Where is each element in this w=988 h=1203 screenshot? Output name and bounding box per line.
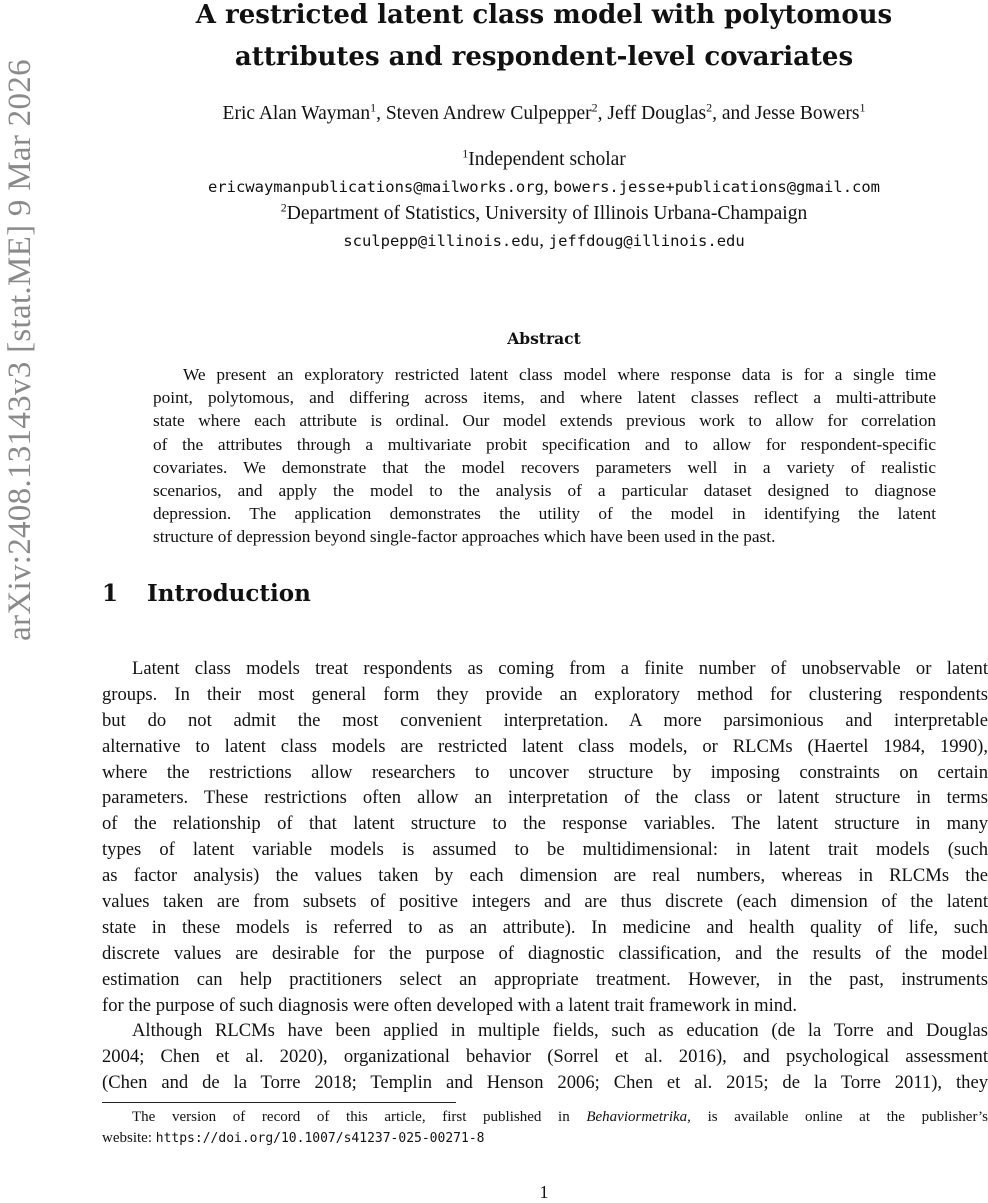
body-line: (Chen and de la Torre 2018; Templin and Henson 2006; Chen et al. 2015; de la Torre 2011), they xyxy=(102,1072,988,1094)
footnote-rule xyxy=(102,1102,456,1103)
body-line: but do not admit the most convenient interpretation. A more parsimonious and interpretable xyxy=(102,709,988,731)
author-affiliation-mark: 2 xyxy=(706,100,713,115)
abstract-line: covariates. We demonstrate that the model recovers parameters well in a variety of realistic xyxy=(153,457,936,477)
author-name: Steven Andrew Culpepper xyxy=(385,103,592,124)
author-separator: , xyxy=(376,103,386,124)
email-link[interactable]: bowers.jesse+publications@gmail.com xyxy=(553,178,881,196)
affiliation-2 xyxy=(100,201,988,227)
body-line: alternative to latent class models are restricted latent class models, or RLCMs (Haertel 1984, 1990), xyxy=(102,735,988,757)
abstract-line: scenarios, and apply the model to the analysis of a particular dataset designed to diagnose xyxy=(153,480,936,500)
affiliation-1-emails: ericwaymanpublications@mailworks.org, bowers.jesse+publications@gmail.com xyxy=(207,176,881,197)
author-separator: , and xyxy=(712,103,755,124)
body-line: for the purpose of such diagnosis were often developed with a latent trait framework in mind. xyxy=(102,994,797,1016)
abstract-line: structure of depression beyond single-factor approaches which have been used in the past. xyxy=(153,527,776,547)
abstract-line: point, polytomous, and differing across items, and where latent classes reflect a multi-attribute xyxy=(153,388,936,408)
paper-title xyxy=(100,0,988,78)
footnote-text: website: xyxy=(102,1130,156,1146)
abstract-line: We present an exploratory restricted latent class model where response data is for a single time xyxy=(183,365,936,384)
footnote-text: The version of record of this article, first published in xyxy=(132,1109,587,1125)
abstract-line: of the attributes through a multivariate probit specification and to allow for respondent-specific xyxy=(153,434,936,454)
email-link[interactable]: ericwaymanpublications@mailworks.org xyxy=(207,178,544,196)
footnote-text: , is available online at the publisher’s xyxy=(687,1109,988,1125)
author-affiliation-mark: 2 xyxy=(591,100,598,115)
section-title: Introduction xyxy=(147,580,311,607)
abstract-line: depression. The application demonstrates the utility of the model in identifying the latent xyxy=(153,504,936,524)
body-line: of the relationship of that latent structure to the response variables. The latent structure in many xyxy=(102,813,988,835)
affiliation-mark: 2 xyxy=(280,200,287,215)
author-separator: , xyxy=(597,103,608,124)
journal-name: Behaviormetrika xyxy=(586,1109,688,1125)
author-name: Jeff Douglas xyxy=(607,103,707,124)
section-heading xyxy=(102,578,311,610)
abstract-heading: Abstract xyxy=(507,329,581,348)
abstract-line: state where each attribute is ordinal. Our model extends previous work to allow for correlation xyxy=(153,411,936,431)
body-line: Although RLCMs have been applied in multiple fields, such as education (de la Torre and Douglas xyxy=(132,1020,988,1042)
author-affiliation-mark: 1 xyxy=(370,100,377,115)
affiliation-name: Independent scholar xyxy=(468,149,626,170)
affiliation-2-emails: sculpepp@illinois.edu, jeffdoug@illinois.edu xyxy=(343,230,745,251)
body-line: estimation can help practitioners select an appropriate treatment. However, in the past, instruments xyxy=(102,968,988,990)
author-list xyxy=(100,101,988,127)
affiliation-1 xyxy=(100,147,988,173)
footnote xyxy=(102,1107,988,1149)
footnote-line-2 xyxy=(102,1128,988,1149)
author-name: Eric Alan Wayman xyxy=(222,103,371,124)
arxiv-identifier: arXiv:2408.13143v3 [stat.ME] 9 Mar 2026 xyxy=(2,59,38,641)
body-line: as factor analysis) the values taken by each dimension are real numbers, whereas in RLCMs the xyxy=(102,865,988,887)
author-name: Jesse Bowers xyxy=(754,103,860,124)
body-line: discrete values are desirable for the purpose of diagnostic classification, and the results of the model xyxy=(102,942,988,964)
doi-link[interactable]: https://doi.org/10.1007/s41237-025-00271-8 xyxy=(155,1131,485,1146)
body-line: 2004; Chen et al. 2020), organizational behavior (Sorrel et al. 2016), and psychological assessment xyxy=(102,1046,988,1068)
body-text xyxy=(102,656,988,1096)
body-line: Latent class models treat respondents as coming from a finite number of unobservable or latent xyxy=(132,658,988,679)
page-number: 1 xyxy=(539,1182,549,1202)
email-link[interactable]: sculpepp@illinois.edu xyxy=(343,232,540,250)
email-link[interactable]: jeffdoug@illinois.edu xyxy=(548,232,745,250)
section-number: 1 xyxy=(102,580,119,607)
body-line: values taken are from subsets of positive integers and are thus discrete (each dimension of the latent xyxy=(102,891,988,913)
body-line: groups. In their most general form they provide an exploratory method for clustering respondents xyxy=(102,683,988,705)
affiliation-mark: 1 xyxy=(462,146,469,161)
footnote-line-1 xyxy=(102,1107,988,1128)
title-line-2: attributes and respondent-level covariates xyxy=(234,42,854,72)
body-line: where the restrictions allow researchers to uncover structure by imposing constraints on certain xyxy=(102,761,988,783)
affiliation-name: Department of Statistics, University of Illinois Urbana-Champaign xyxy=(286,203,808,224)
abstract-text xyxy=(153,363,936,549)
body-line: parameters. These restrictions often allow an interpretation of the class or latent structure in terms xyxy=(102,787,988,809)
body-line: types of latent variable models is assumed to be multidimensional: in latent trait models (such xyxy=(102,839,988,861)
body-line: state in these models is referred to as an attribute). In medicine and health quality of life, such xyxy=(102,916,988,938)
author-affiliation-mark: 1 xyxy=(859,100,866,115)
title-line-1: A restricted latent class model with polytomous xyxy=(195,0,893,30)
